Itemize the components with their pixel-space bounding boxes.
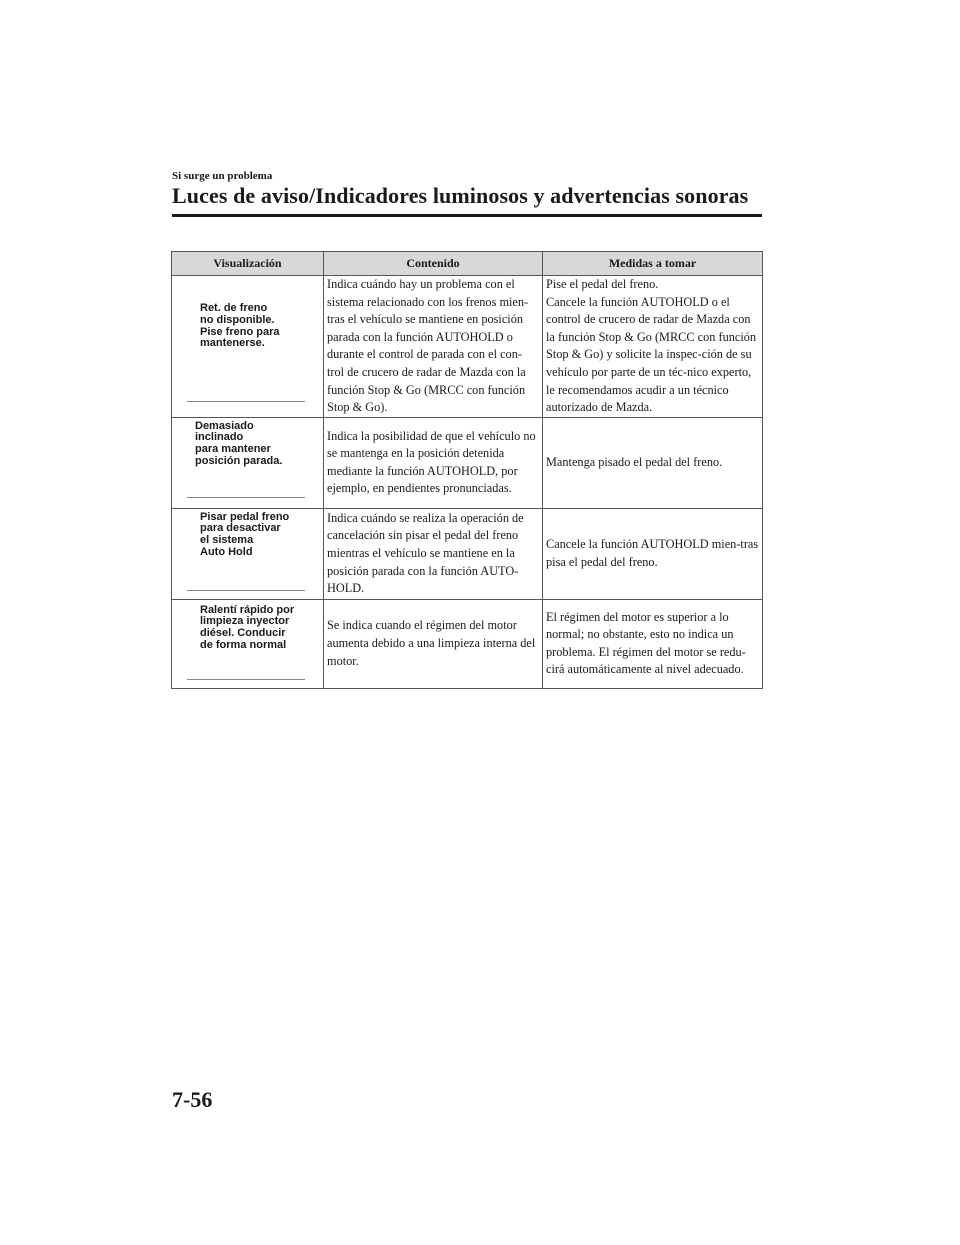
- display-cell: [172, 417, 324, 508]
- column-header-content: Contenido: [324, 252, 543, 276]
- section-label: Si surge un problema: [172, 170, 273, 182]
- display-underline: [187, 401, 305, 402]
- content-cell: Indica la posibilidad de que el vehículo no se mantenga en la posición detenida mediante la función AUTOHOLD, por ejemplo, en pendientes pronunciadas.: [324, 417, 543, 508]
- title-rule: [172, 214, 762, 217]
- action-cell: Pise el pedal del freno. Cancele la función AUTOHOLD o el control de crucero de radar de Mazda con la función Stop & Go (MRCC con función Stop & Go) y solicite la inspec-ción de su vehículo por parte de un téc-nico experto, le recomendamos acudir a un técnico autorizado de Mazda.: [543, 276, 763, 418]
- display-message: Demasiado inclinado para mantener posición parada.: [195, 419, 283, 467]
- display-message: Pisar pedal freno para desactivar el sistema Auto Hold: [200, 510, 290, 558]
- page-number: 7-56: [172, 1087, 213, 1112]
- page-title: Luces de aviso/Indicadores luminosos y advertencias sonoras: [172, 183, 749, 208]
- display-cell: [172, 276, 324, 418]
- content-cell: Se indica cuando el régimen del motor aumenta debido a una limpieza interna del motor.: [324, 599, 543, 688]
- action-cell: Cancele la función AUTOHOLD mien-tras pisa el pedal del freno.: [543, 508, 763, 599]
- display-message: Ralentí rápido por limpieza inyector diésel. Conducir de forma normal: [200, 603, 295, 651]
- column-header-display: Visualización: [172, 252, 324, 276]
- display-cell: [172, 508, 324, 599]
- table-row: [172, 417, 763, 508]
- table-row: [172, 599, 763, 688]
- display-underline: [187, 590, 305, 591]
- display-message: Ret. de freno no disponible. Pise freno para mantenerse.: [200, 302, 280, 350]
- column-header-action: Medidas a tomar: [543, 252, 763, 276]
- action-cell: Mantenga pisado el pedal del freno.: [543, 417, 763, 508]
- display-underline: [187, 497, 305, 498]
- warning-table: [171, 251, 763, 689]
- table-header-row: [172, 252, 763, 276]
- table-row: [172, 508, 763, 599]
- display-underline: [187, 679, 305, 680]
- display-cell: [172, 599, 324, 688]
- action-cell: El régimen del motor es superior a lo normal; no obstante, esto no indica un problema. El régimen del motor se redu-cirá automáticamente al nivel adecuado.: [543, 599, 763, 688]
- content-cell: Indica cuándo se realiza la operación de cancelación sin pisar el pedal del freno mientras el vehículo se mantiene en la posición parada con la función AUTO-HOLD.: [324, 508, 543, 599]
- content-cell: Indica cuándo hay un problema con el sistema relacionado con los frenos mien-tras el vehículo se mantiene en posición parada con la función AUTOHOLD o durante el control de parada con el con-trol de crucero de radar de Mazda con la función Stop & Go (MRCC con función Stop & Go).: [324, 276, 543, 418]
- table-row: [172, 276, 763, 418]
